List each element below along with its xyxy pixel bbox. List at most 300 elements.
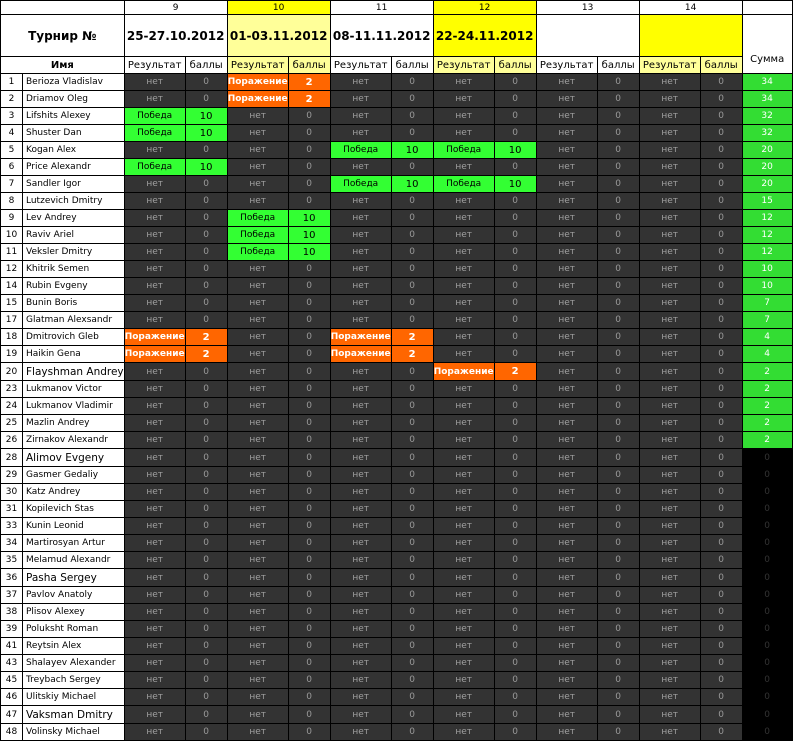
player-name-cell[interactable]: Katz Andrey [23, 484, 125, 501]
points-cell[interactable]: 0 [288, 501, 330, 518]
result-cell[interactable]: нет [124, 518, 185, 535]
sum-cell[interactable]: 20 [742, 176, 792, 193]
points-cell[interactable]: 0 [185, 535, 227, 552]
result-cell[interactable]: нет [433, 449, 494, 467]
points-cell[interactable]: 0 [597, 91, 639, 108]
result-cell[interactable]: нет [433, 329, 494, 346]
result-cell[interactable]: нет [227, 142, 288, 159]
row-number-cell[interactable]: 30 [1, 484, 23, 501]
result-cell[interactable]: нет [433, 655, 494, 672]
result-cell[interactable]: нет [227, 569, 288, 587]
tournament-num-cell[interactable]: 9 [124, 1, 227, 15]
points-cell[interactable]: 0 [597, 329, 639, 346]
sum-cell[interactable]: 2 [742, 415, 792, 432]
points-cell[interactable]: 0 [288, 587, 330, 604]
points-cell[interactable]: 0 [185, 484, 227, 501]
result-cell[interactable]: нет [227, 621, 288, 638]
sum-cell[interactable]: 15 [742, 193, 792, 210]
result-cell[interactable]: нет [227, 398, 288, 415]
points-cell[interactable]: 0 [391, 415, 433, 432]
result-cell[interactable]: нет [124, 432, 185, 449]
points-cell[interactable]: 0 [288, 159, 330, 176]
tournament-dates-cell[interactable]: 25-27.10.2012 [124, 15, 227, 57]
points-cell[interactable]: 0 [288, 449, 330, 467]
result-cell[interactable]: нет [124, 91, 185, 108]
row-number-cell[interactable]: 5 [1, 142, 23, 159]
points-cell[interactable]: 0 [597, 501, 639, 518]
player-name-cell[interactable]: Glatman Alexsandr [23, 312, 125, 329]
sum-cell[interactable]: 2 [742, 363, 792, 381]
sum-cell[interactable]: 10 [742, 278, 792, 295]
player-name-cell[interactable]: Driamov Oleg [23, 91, 125, 108]
points-cell[interactable]: 0 [494, 227, 536, 244]
points-cell[interactable]: 0 [700, 621, 742, 638]
result-cell[interactable]: нет [536, 108, 597, 125]
result-cell[interactable]: нет [433, 74, 494, 91]
result-cell[interactable]: нет [536, 432, 597, 449]
sum-cell[interactable]: 0 [742, 672, 792, 689]
result-cell[interactable]: нет [124, 724, 185, 741]
result-cell[interactable]: нет [639, 74, 700, 91]
result-cell[interactable]: нет [330, 227, 391, 244]
tournament-dates-cell[interactable]: 01-03.11.2012 [227, 15, 330, 57]
points-cell[interactable]: 0 [494, 655, 536, 672]
player-name-cell[interactable]: Poluksht Roman [23, 621, 125, 638]
result-cell[interactable]: нет [330, 108, 391, 125]
points-cell[interactable]: 0 [391, 689, 433, 706]
result-cell[interactable]: нет [124, 569, 185, 587]
result-cell[interactable]: нет [536, 724, 597, 741]
points-cell[interactable]: 0 [288, 261, 330, 278]
points-cell[interactable]: 0 [185, 501, 227, 518]
player-name-cell[interactable]: Reytsin Alex [23, 638, 125, 655]
points-cell[interactable]: 0 [700, 125, 742, 142]
result-cell[interactable]: нет [433, 244, 494, 261]
points-cell[interactable]: 0 [185, 381, 227, 398]
result-cell[interactable]: нет [124, 552, 185, 569]
result-cell[interactable]: нет [536, 125, 597, 142]
result-cell[interactable]: нет [639, 278, 700, 295]
points-cell[interactable]: 0 [288, 363, 330, 381]
points-cell[interactable]: 0 [700, 159, 742, 176]
sum-header-top-cell[interactable] [742, 1, 792, 15]
result-cell[interactable]: нет [124, 672, 185, 689]
result-cell[interactable]: Победа [433, 176, 494, 193]
result-cell[interactable]: нет [433, 587, 494, 604]
points-cell[interactable]: 0 [391, 381, 433, 398]
result-cell[interactable]: нет [639, 91, 700, 108]
result-cell[interactable]: нет [227, 467, 288, 484]
points-cell[interactable]: 0 [597, 261, 639, 278]
player-name-cell[interactable]: Zirnakov Alexandr [23, 432, 125, 449]
result-cell[interactable]: нет [330, 159, 391, 176]
points-cell[interactable]: 0 [597, 569, 639, 587]
points-cell[interactable]: 0 [391, 193, 433, 210]
points-cell[interactable]: 0 [185, 398, 227, 415]
points-cell[interactable]: 0 [185, 621, 227, 638]
points-cell[interactable]: 0 [494, 74, 536, 91]
points-cell[interactable]: 0 [494, 415, 536, 432]
points-cell[interactable]: 0 [494, 329, 536, 346]
sum-cell[interactable]: 10 [742, 261, 792, 278]
player-name-cell[interactable]: Volinsky Michael [23, 724, 125, 741]
points-cell[interactable]: 0 [391, 484, 433, 501]
result-cell[interactable]: нет [536, 278, 597, 295]
points-cell[interactable]: 0 [185, 518, 227, 535]
points-cell[interactable]: 10 [288, 227, 330, 244]
points-cell[interactable]: 0 [700, 415, 742, 432]
sum-cell[interactable]: 0 [742, 621, 792, 638]
points-cell[interactable]: 0 [185, 467, 227, 484]
player-name-cell[interactable]: Lifshits Alexey [23, 108, 125, 125]
points-cell[interactable]: 0 [597, 398, 639, 415]
points-cell[interactable]: 0 [494, 638, 536, 655]
points-cell[interactable]: 0 [288, 346, 330, 363]
result-cell[interactable]: нет [536, 467, 597, 484]
result-cell[interactable]: нет [124, 398, 185, 415]
sum-cell[interactable]: 32 [742, 108, 792, 125]
result-cell[interactable]: нет [639, 638, 700, 655]
row-number-cell[interactable]: 20 [1, 363, 23, 381]
sum-cell[interactable]: 34 [742, 91, 792, 108]
points-cell[interactable]: 0 [597, 159, 639, 176]
result-cell[interactable]: Победа [227, 227, 288, 244]
result-cell[interactable]: нет [330, 638, 391, 655]
points-cell[interactable]: 0 [494, 210, 536, 227]
points-cell[interactable]: 0 [391, 724, 433, 741]
points-cell[interactable]: 0 [597, 210, 639, 227]
points-cell[interactable]: 0 [597, 108, 639, 125]
result-cell[interactable]: нет [330, 724, 391, 741]
tournament-dates-cell[interactable] [536, 15, 639, 57]
result-cell[interactable]: нет [536, 329, 597, 346]
points-cell[interactable]: 0 [494, 587, 536, 604]
points-cell[interactable]: 0 [700, 569, 742, 587]
sum-cell[interactable]: 2 [742, 432, 792, 449]
player-name-cell[interactable]: Lutzevich Dmitry [23, 193, 125, 210]
row-number-cell[interactable]: 7 [1, 176, 23, 193]
result-cell[interactable]: нет [227, 449, 288, 467]
row-number-cell[interactable]: 1 [1, 74, 23, 91]
sum-cell[interactable]: 0 [742, 604, 792, 621]
result-cell[interactable]: нет [433, 638, 494, 655]
points-cell[interactable]: 0 [185, 587, 227, 604]
row-number-cell[interactable]: 28 [1, 449, 23, 467]
result-cell[interactable]: нет [330, 467, 391, 484]
points-cell[interactable]: 0 [597, 227, 639, 244]
result-cell[interactable]: нет [330, 655, 391, 672]
row-number-cell[interactable]: 37 [1, 587, 23, 604]
result-cell[interactable]: нет [227, 381, 288, 398]
result-cell[interactable]: нет [639, 142, 700, 159]
points-cell[interactable]: 0 [288, 672, 330, 689]
result-cell[interactable]: нет [639, 193, 700, 210]
tournament-num-cell[interactable]: 11 [330, 1, 433, 15]
result-header-cell[interactable]: Результат [536, 57, 597, 74]
result-cell[interactable]: нет [536, 484, 597, 501]
sum-cell[interactable]: 12 [742, 244, 792, 261]
sum-cell[interactable]: 12 [742, 227, 792, 244]
result-cell[interactable]: нет [227, 655, 288, 672]
points-cell[interactable]: 0 [185, 432, 227, 449]
result-cell[interactable]: Победа [330, 142, 391, 159]
points-cell[interactable]: 0 [700, 518, 742, 535]
result-cell[interactable]: нет [330, 672, 391, 689]
points-cell[interactable]: 0 [185, 569, 227, 587]
result-cell[interactable]: нет [227, 518, 288, 535]
tournament-title-cell[interactable]: Турнир № [1, 15, 125, 57]
result-cell[interactable]: нет [433, 295, 494, 312]
points-cell[interactable]: 0 [700, 244, 742, 261]
result-cell[interactable]: нет [227, 125, 288, 142]
tournament-num-cell[interactable]: 12 [433, 1, 536, 15]
result-cell[interactable]: нет [639, 518, 700, 535]
result-cell[interactable]: нет [433, 381, 494, 398]
sum-cell[interactable]: 0 [742, 706, 792, 724]
row-number-cell[interactable]: 8 [1, 193, 23, 210]
result-cell[interactable]: нет [330, 415, 391, 432]
result-cell[interactable]: нет [639, 227, 700, 244]
result-cell[interactable]: нет [330, 432, 391, 449]
row-number-cell[interactable]: 35 [1, 552, 23, 569]
result-cell[interactable]: нет [433, 689, 494, 706]
points-cell[interactable]: 0 [494, 672, 536, 689]
player-name-cell[interactable]: Mazlin Andrey [23, 415, 125, 432]
points-cell[interactable]: 0 [494, 278, 536, 295]
points-cell[interactable]: 0 [391, 706, 433, 724]
result-cell[interactable]: нет [124, 449, 185, 467]
points-cell[interactable]: 0 [700, 655, 742, 672]
points-cell[interactable]: 0 [597, 484, 639, 501]
result-cell[interactable]: нет [330, 210, 391, 227]
result-cell[interactable]: нет [639, 587, 700, 604]
player-name-cell[interactable]: Shalayev Alexander [23, 655, 125, 672]
points-cell[interactable]: 0 [494, 535, 536, 552]
points-cell[interactable]: 0 [597, 689, 639, 706]
points-cell[interactable]: 0 [288, 432, 330, 449]
points-cell[interactable]: 0 [494, 604, 536, 621]
player-name-cell[interactable]: Vaksman Dmitry [23, 706, 125, 724]
points-cell[interactable]: 0 [288, 518, 330, 535]
points-cell[interactable]: 0 [185, 244, 227, 261]
row-number-cell[interactable]: 24 [1, 398, 23, 415]
player-name-cell[interactable]: Martirosyan Artur [23, 535, 125, 552]
result-cell[interactable]: нет [639, 176, 700, 193]
points-cell[interactable]: 0 [391, 295, 433, 312]
sum-cell[interactable]: 0 [742, 518, 792, 535]
tournament-dates-cell[interactable]: 22-24.11.2012 [433, 15, 536, 57]
points-cell[interactable]: 0 [391, 672, 433, 689]
result-cell[interactable]: нет [639, 363, 700, 381]
points-cell[interactable]: 0 [700, 295, 742, 312]
sum-cell[interactable]: 2 [742, 398, 792, 415]
result-cell[interactable]: Поражение [330, 329, 391, 346]
row-number-cell[interactable]: 36 [1, 569, 23, 587]
result-cell[interactable]: нет [536, 518, 597, 535]
result-cell[interactable]: нет [330, 295, 391, 312]
points-cell[interactable]: 0 [494, 706, 536, 724]
points-cell[interactable]: 0 [185, 142, 227, 159]
points-cell[interactable]: 10 [288, 244, 330, 261]
points-cell[interactable]: 0 [597, 706, 639, 724]
row-number-cell[interactable]: 47 [1, 706, 23, 724]
points-cell[interactable]: 0 [597, 193, 639, 210]
points-cell[interactable]: 0 [700, 501, 742, 518]
points-cell[interactable]: 0 [494, 159, 536, 176]
row-number-cell[interactable]: 11 [1, 244, 23, 261]
result-cell[interactable]: нет [124, 535, 185, 552]
result-cell[interactable]: нет [124, 501, 185, 518]
result-cell[interactable]: нет [227, 193, 288, 210]
points-cell[interactable]: 0 [288, 381, 330, 398]
result-cell[interactable]: нет [433, 467, 494, 484]
result-cell[interactable]: нет [639, 621, 700, 638]
points-cell[interactable]: 0 [185, 449, 227, 467]
points-cell[interactable]: 0 [494, 449, 536, 467]
points-cell[interactable]: 0 [597, 142, 639, 159]
points-cell[interactable]: 0 [288, 415, 330, 432]
result-cell[interactable]: нет [639, 210, 700, 227]
result-cell[interactable]: нет [536, 193, 597, 210]
result-cell[interactable]: нет [124, 655, 185, 672]
result-cell[interactable]: нет [124, 176, 185, 193]
points-cell[interactable]: 0 [494, 91, 536, 108]
result-cell[interactable]: нет [536, 176, 597, 193]
points-cell[interactable]: 10 [185, 108, 227, 125]
result-cell[interactable]: нет [433, 227, 494, 244]
points-cell[interactable]: 0 [391, 108, 433, 125]
result-cell[interactable]: нет [639, 381, 700, 398]
result-cell[interactable]: нет [639, 415, 700, 432]
tournament-dates-cell[interactable]: 08-11.11.2012 [330, 15, 433, 57]
points-cell[interactable]: 0 [185, 193, 227, 210]
points-cell[interactable]: 0 [288, 142, 330, 159]
result-cell[interactable]: нет [433, 672, 494, 689]
points-cell[interactable]: 0 [288, 569, 330, 587]
sum-cell[interactable]: 34 [742, 74, 792, 91]
points-cell[interactable]: 10 [494, 176, 536, 193]
points-cell[interactable]: 0 [597, 724, 639, 741]
points-cell[interactable]: 0 [700, 449, 742, 467]
player-name-cell[interactable]: Pavlov Anatoly [23, 587, 125, 604]
result-cell[interactable]: нет [330, 552, 391, 569]
sum-cell[interactable]: 4 [742, 329, 792, 346]
points-cell[interactable]: 0 [288, 552, 330, 569]
result-cell[interactable]: нет [330, 587, 391, 604]
row-number-cell[interactable]: 12 [1, 261, 23, 278]
points-cell[interactable]: 0 [288, 604, 330, 621]
row-number-cell[interactable]: 43 [1, 655, 23, 672]
points-cell[interactable]: 0 [185, 689, 227, 706]
points-cell[interactable]: 0 [597, 587, 639, 604]
player-name-cell[interactable]: Haikin Gena [23, 346, 125, 363]
result-cell[interactable]: нет [227, 415, 288, 432]
sum-cell[interactable]: 7 [742, 312, 792, 329]
result-cell[interactable]: Поражение [124, 329, 185, 346]
result-cell[interactable]: Победа [124, 125, 185, 142]
result-cell[interactable]: нет [124, 227, 185, 244]
points-cell[interactable]: 10 [494, 142, 536, 159]
result-cell[interactable]: нет [330, 91, 391, 108]
points-cell[interactable]: 0 [288, 176, 330, 193]
points-cell[interactable]: 0 [700, 176, 742, 193]
sum-cell[interactable]: 32 [742, 125, 792, 142]
result-cell[interactable]: нет [536, 142, 597, 159]
points-cell[interactable]: 0 [185, 295, 227, 312]
result-cell[interactable]: нет [536, 346, 597, 363]
player-name-cell[interactable]: Shuster Dan [23, 125, 125, 142]
points-cell[interactable]: 0 [597, 552, 639, 569]
points-cell[interactable]: 0 [597, 295, 639, 312]
points-cell[interactable]: 0 [288, 655, 330, 672]
result-cell[interactable]: нет [124, 484, 185, 501]
points-cell[interactable]: 0 [597, 432, 639, 449]
result-cell[interactable]: нет [536, 672, 597, 689]
points-cell[interactable]: 0 [288, 638, 330, 655]
points-cell[interactable]: 0 [597, 535, 639, 552]
result-cell[interactable]: нет [433, 706, 494, 724]
sum-cell[interactable]: 2 [742, 381, 792, 398]
points-cell[interactable]: 0 [700, 278, 742, 295]
result-cell[interactable]: нет [639, 552, 700, 569]
points-cell[interactable]: 0 [700, 398, 742, 415]
player-name-cell[interactable]: Veksler Dmitry [23, 244, 125, 261]
points-cell[interactable]: 0 [391, 587, 433, 604]
result-cell[interactable]: Победа [227, 210, 288, 227]
tournament-num-cell[interactable]: 10 [227, 1, 330, 15]
points-cell[interactable]: 0 [185, 91, 227, 108]
result-header-cell[interactable]: Результат [227, 57, 288, 74]
row-number-cell[interactable]: 14 [1, 278, 23, 295]
result-cell[interactable]: Поражение [330, 346, 391, 363]
result-cell[interactable]: нет [124, 74, 185, 91]
result-cell[interactable]: нет [433, 125, 494, 142]
result-cell[interactable]: нет [124, 587, 185, 604]
result-cell[interactable]: нет [639, 398, 700, 415]
points-cell[interactable]: 0 [185, 278, 227, 295]
points-cell[interactable]: 0 [391, 244, 433, 261]
points-cell[interactable]: 0 [494, 261, 536, 278]
sum-cell[interactable]: 12 [742, 210, 792, 227]
row-number-cell[interactable]: 25 [1, 415, 23, 432]
points-cell[interactable]: 0 [700, 312, 742, 329]
name-header-cell[interactable]: Имя [1, 57, 125, 74]
result-cell[interactable]: нет [124, 312, 185, 329]
result-cell[interactable]: нет [227, 484, 288, 501]
result-cell[interactable]: нет [536, 689, 597, 706]
sum-cell[interactable]: 0 [742, 535, 792, 552]
result-cell[interactable]: нет [330, 278, 391, 295]
points-cell[interactable]: 0 [597, 278, 639, 295]
points-cell[interactable]: 0 [494, 432, 536, 449]
points-cell[interactable]: 0 [700, 484, 742, 501]
result-cell[interactable]: нет [536, 210, 597, 227]
result-cell[interactable]: нет [433, 210, 494, 227]
points-cell[interactable]: 0 [700, 689, 742, 706]
points-cell[interactable]: 0 [391, 535, 433, 552]
points-cell[interactable]: 0 [494, 295, 536, 312]
points-cell[interactable]: 0 [288, 398, 330, 415]
result-cell[interactable]: нет [639, 312, 700, 329]
points-cell[interactable]: 0 [700, 346, 742, 363]
points-cell[interactable]: 0 [494, 312, 536, 329]
points-header-cell[interactable]: баллы [288, 57, 330, 74]
points-cell[interactable]: 0 [494, 569, 536, 587]
points-cell[interactable]: 0 [700, 74, 742, 91]
result-cell[interactable]: Победа [124, 108, 185, 125]
points-cell[interactable]: 0 [391, 278, 433, 295]
result-cell[interactable]: нет [536, 312, 597, 329]
